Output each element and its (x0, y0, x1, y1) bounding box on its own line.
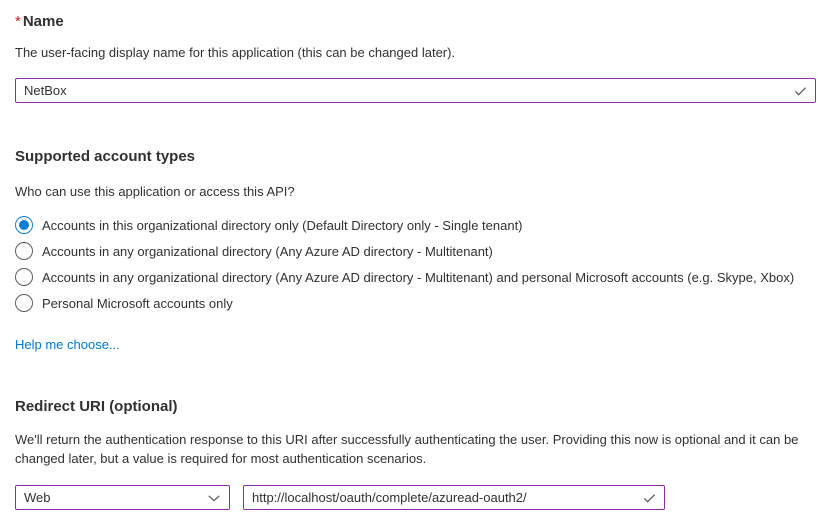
name-section-title (15, 12, 815, 32)
valid-checkmark-icon (642, 490, 657, 505)
chevron-down-icon (207, 491, 221, 505)
radio-option-multitenant[interactable] (15, 238, 815, 264)
radio-option-label: Personal Microsoft accounts only (42, 295, 233, 311)
name-input-container (15, 78, 816, 103)
radio-button-icon[interactable] (15, 216, 33, 234)
radio-button-icon[interactable] (15, 294, 33, 312)
required-marker: * (15, 13, 21, 30)
platform-dropdown[interactable] (15, 485, 230, 510)
redirect-uri-input[interactable] (244, 486, 664, 509)
radio-button-icon[interactable] (15, 268, 33, 286)
redirect-uri-controls (15, 485, 815, 510)
radio-option-multitenant-personal[interactable] (15, 264, 815, 290)
radio-button-icon[interactable] (15, 242, 33, 260)
account-types-section-title: Supported account types (15, 148, 196, 165)
redirect-uri-description: We'll return the authentication response to this URI after successfully authenticating the user. Providing this now is optional and it can be changed later, but a value is required for most authentication scenarios. (15, 432, 799, 466)
name-description: The user-facing display name for this application (this can be changed later). (15, 45, 456, 60)
valid-checkmark-icon (793, 83, 808, 98)
account-types-question: Who can use this application or access this API? (15, 184, 295, 199)
help-me-choose-link[interactable]: Help me choose... (15, 337, 120, 352)
radio-option-label: Accounts in any organizational directory (Any Azure AD directory - Multitenant) (42, 243, 493, 259)
name-section-title-text: Name (22, 13, 64, 30)
account-types-radio-group (15, 212, 815, 316)
radio-option-label: Accounts in this organizational directory only (Default Directory only - Single tenant) (42, 217, 523, 233)
platform-dropdown-value: Web (24, 490, 51, 505)
name-input[interactable] (16, 79, 815, 102)
radio-option-single-tenant[interactable] (15, 212, 815, 238)
radio-option-label: Accounts in any organizational directory (Any Azure AD directory - Multitenant) and personal Microsoft accounts (e.g. Skype, Xbox) (42, 269, 795, 285)
redirect-uri-input-container (243, 485, 665, 510)
radio-option-personal-only[interactable] (15, 290, 815, 316)
redirect-uri-section-title: Redirect URI (optional) (15, 398, 178, 415)
